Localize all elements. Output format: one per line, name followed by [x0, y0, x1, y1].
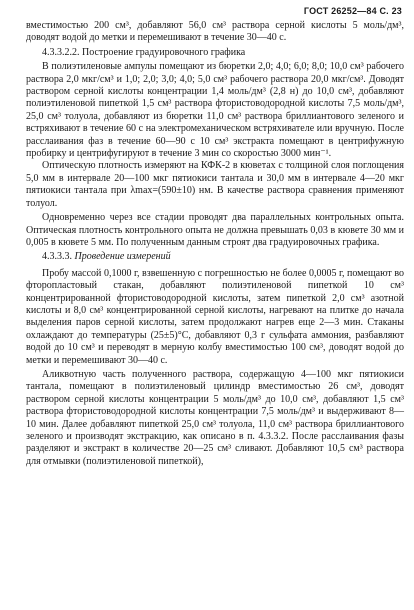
paragraph-sample-weighing: Пробу массой 0,1000 г, взвешенную с погрешностью не более 0,0005 г, помещают во фторопластовый стакан, добавляют полиэтиленовой пипеткой 10 см³ концентрированной фтористоводородной кислоты, затем пипеткой 2,0 см³ азотной кислоты и 8,0 см³ концентрированной серной кислоты, нагревают на плитке до начала выделения паров серной кислоты, затем продолжают нагрев еще 2—3 мин. Стаканы охлаждают до температуры (25±5)°С, добавляют 0,3 г сульфата аммония, разбавляют водой до 10 см³ и переводят в мерную колбу вместимостью 100 см³, доводят водой до метки и перемешивают 30—40 с. — [26, 267, 404, 366]
section-heading-4-3-3-3 — [26, 251, 404, 263]
section-title-italic: Проведение измерений — [74, 251, 171, 263]
paragraph-aliquot: Аликвотную часть полученного раствора, содержащую 4—100 мкг пятиокиси тантала, помещают в полиэтиленовый цилиндр вместимостью 26 см³, доводят раствором серной кислоты концентрации 5 моль/дм³ до 10,0 см³, добавляют 1,5 см³ раствора фтористоводородной кислоты концентрации 7,5 моль/дм³ и выдерживают 8—10 мин. Далее добавляют пипеткой 25,0 см³ толуола, 11,0 см³ раствора бриллиантового зеленого и производят экстракцию, как описано в п. 4.3.3.2. После расслаивания фазы разделяют и экстракт в количестве 20—25 см³ сливают. Добавляют 10,5 см³ раствора для отмывки (полиэтиленовой пипеткой), — [26, 368, 404, 467]
paragraph-ampoules: В полиэтиленовые ампулы помещают из бюретки 2,0; 4,0; 6,0; 8,0; 10,0 см³ рабочего раствора 2,0 мкг/см³ и 1,0; 2,0; 3,0; 4,0; 5,0 см³ рабочего раствора 20,0 мкг/см³. Доводят раствором серной кислоты концентрации 1,4 моль/дм³ (2,8 н) до 10,0 см³, добавляют полиэтиленовой пипеткой 1,5 см³ раствора фтористоводородной кислоты 7,5 моль/дм³, 25,0 см³ толуола, добавляют из бюретки 11,0 см³ раствора бриллиантового зеленого и встряхивают в течение 60 с на электромеханическом встряхивателе или вручную. После расслаивания фаз в течение 60—90 с 10 см³ экстракта помещают в центрифужную пробирку и центрифугируют в течение 3 мин со скоростью 3000 мин⁻¹. — [26, 61, 404, 160]
section-number: 4.3.3.3. — [42, 251, 75, 263]
paragraph-continuation: вместимостью 200 см³, добавляют 56,0 см³ раствора серной кислоты 5 моль/дм³, доводят водой до метки и перемешивают в течение 30—40 с. — [26, 20, 404, 44]
paragraph-optical-density: Оптическую плотность измеряют на КФК-2 в кюветах с толщиной слоя поглощения 5,0 мм в интервале 20—100 мкг пятиокиси тантала и 30,0 мм в интервале 4—20 мкг пятиокиси тантала при λmax=(590±10) нм. В качестве раствора сравнения применяют толуол. — [26, 160, 404, 209]
document-body — [26, 20, 404, 468]
page-header: ГОСТ 26252—84 С. 23 — [303, 6, 402, 16]
section-heading-4-3-3-2-2: 4.3.3.2.2. Построение градуировочного графика — [42, 46, 246, 58]
paragraph-control-experiment: Одновременно через все стадии проводят два параллельных контрольных опыта. Оптическая плотность контрольного опыта не должна превышать 0,03 в кювете 30 мм и 0,005 в кювете 5 мм. По полученным данным строят два градуировочных графика. — [26, 212, 404, 248]
